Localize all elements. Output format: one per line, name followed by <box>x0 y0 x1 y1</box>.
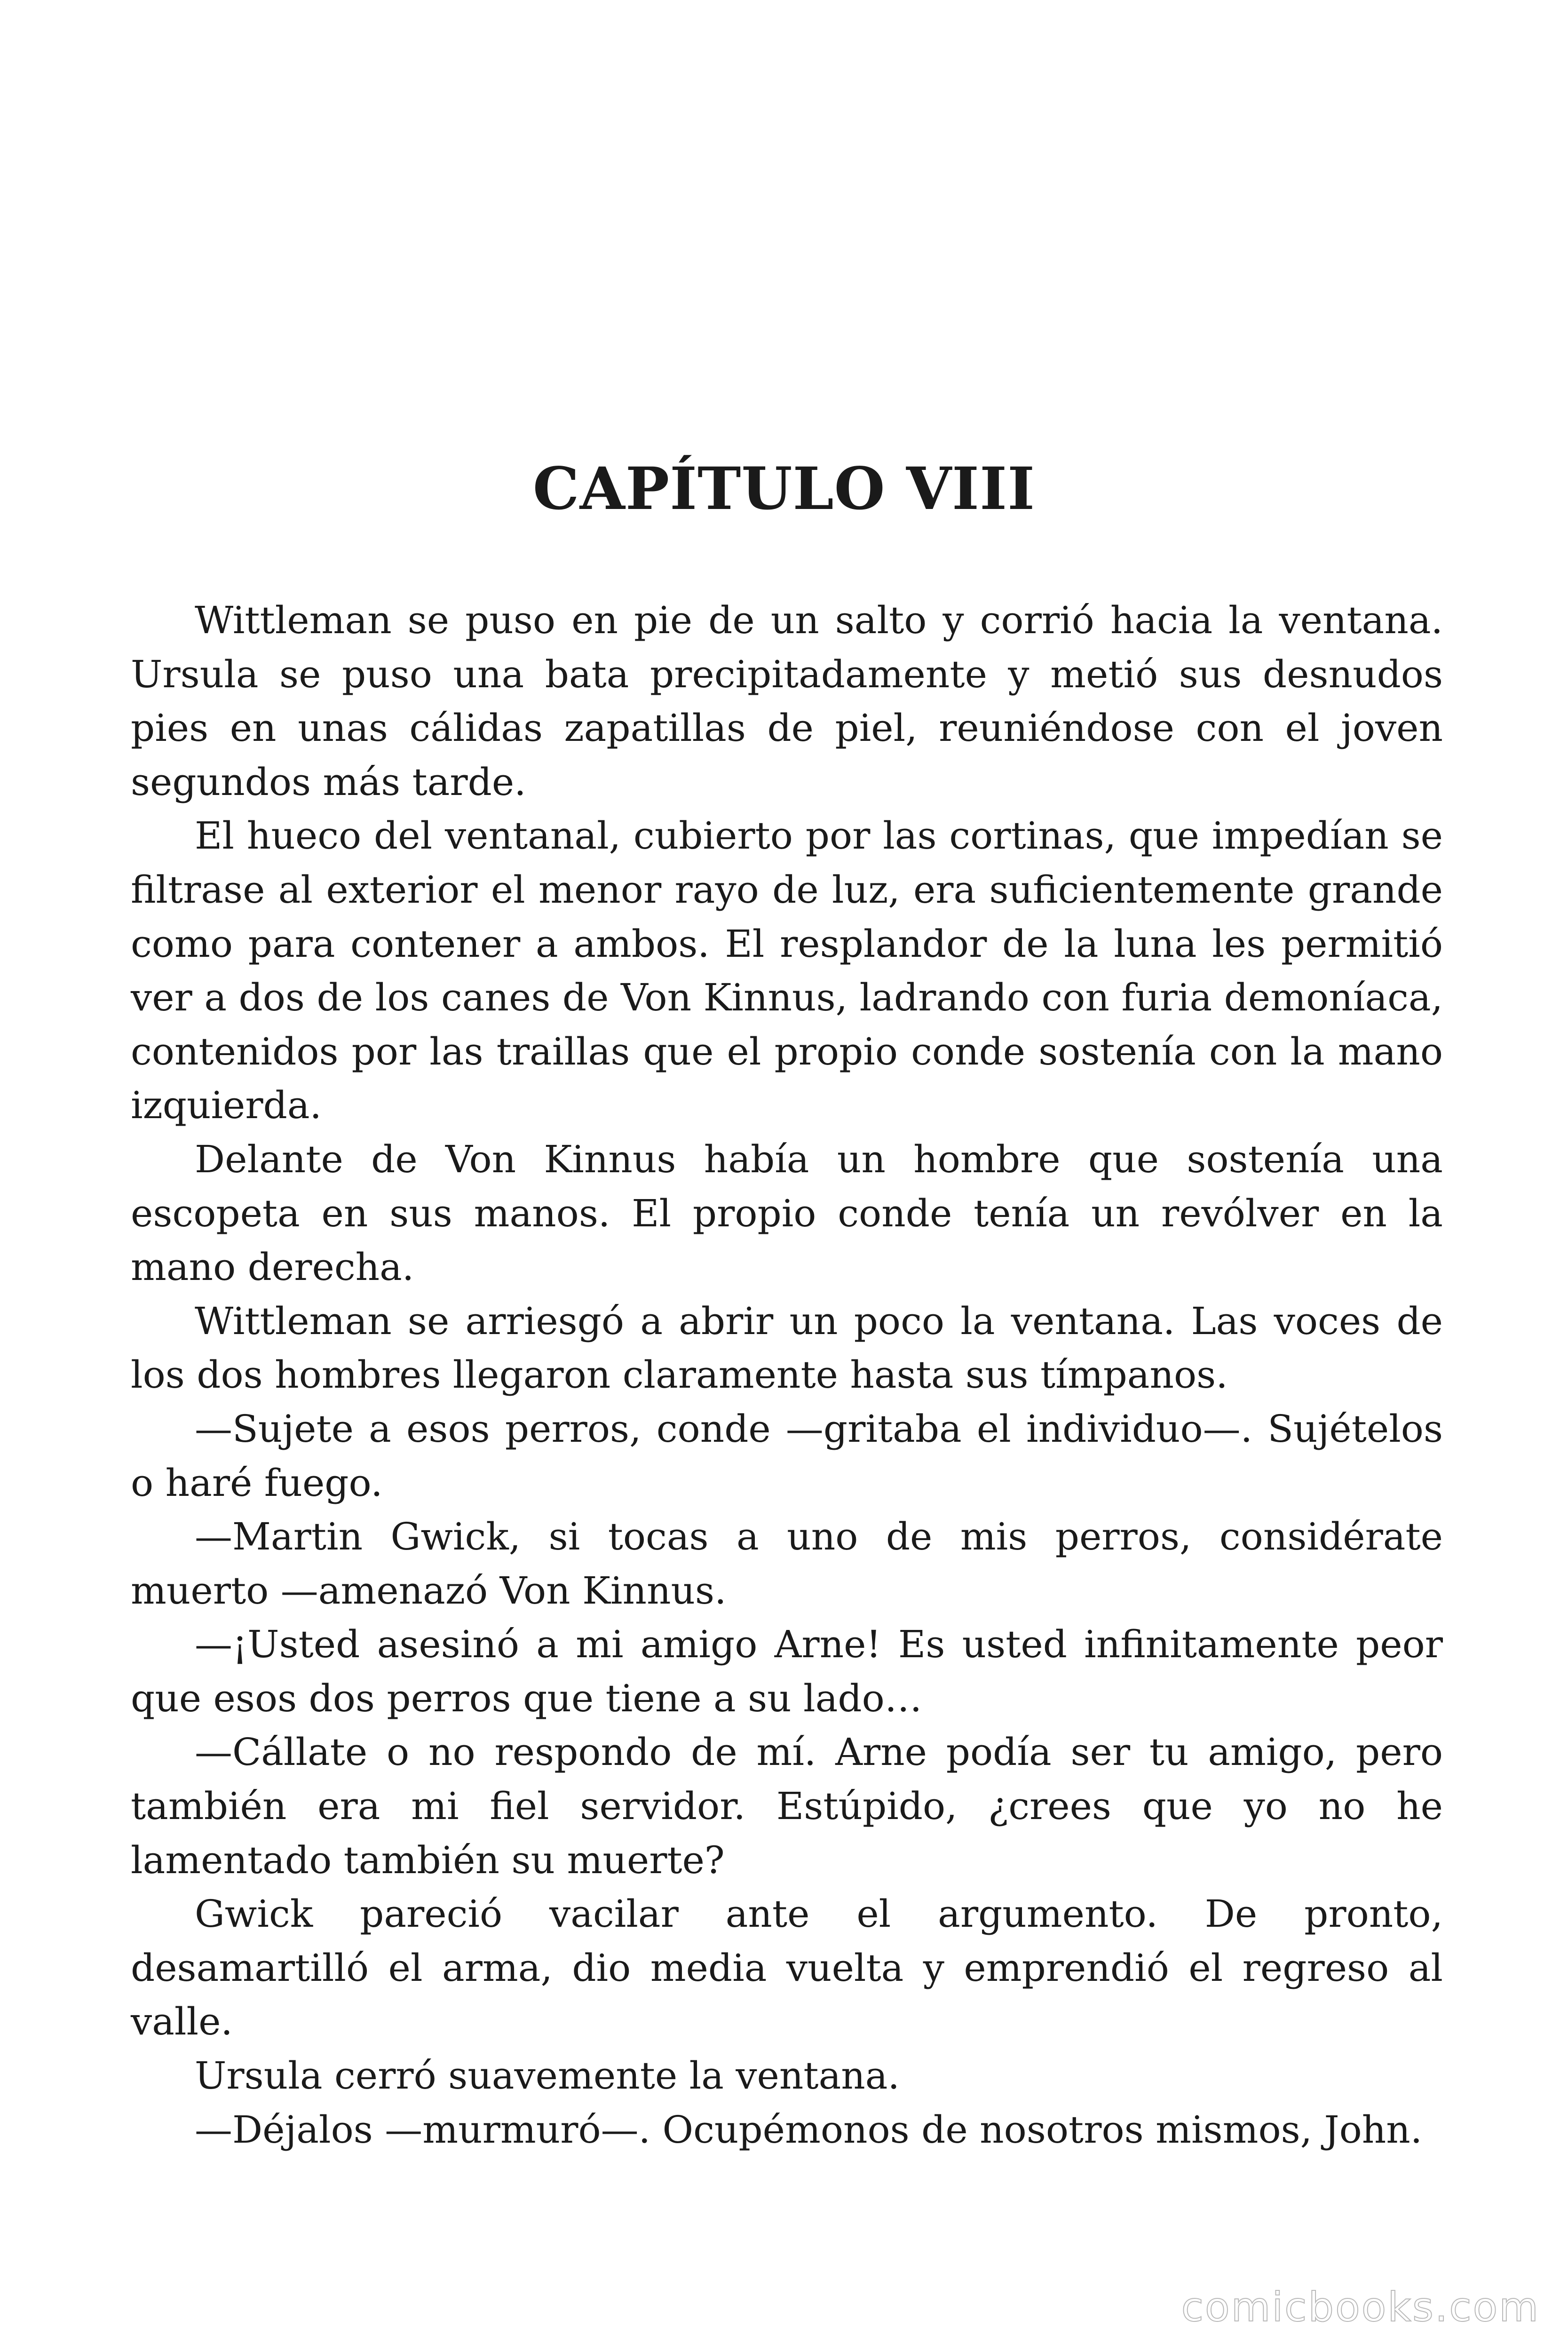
paragraph: Wittleman se arriesgó a abrir un poco la ventana. Las voces de los dos hombres llegaron claramente hasta sus tímpanos. <box>131 1299 1443 1397</box>
chapter-title: CAPÍTULO VIII <box>532 455 1036 523</box>
paragraph: —Cállate o no respondo de mí. Arne podía ser tu amigo, pero también era mi fiel servidor. Estúpido, ¿crees que yo no he lamentado también su muerte? <box>131 1730 1443 1882</box>
paragraph: Ursula cerró suavemente la ventana. <box>195 2054 900 2098</box>
paragraph: El hueco del ventanal, cubierto por las cortinas, que impedían se filtrase al exterior el menor rayo de luz, era suficientemente grande como para contener a ambos. El resplandor de la luna les permitió ver a dos de los canes de Von Kinnus, ladrando con furia demoníaca, contenidos por las traillas que el propio conde sostenía con la mano izquierda. <box>131 814 1443 1128</box>
chapter-body <box>131 594 1443 2157</box>
paragraph: —¡Usted asesinó a mi amigo Arne! Es usted infinitamente peor que esos dos perros que tiene a su lado… <box>131 1622 1443 1720</box>
paragraph: —Sujete a esos perros, conde —gritaba el individuo—. Sujételos o haré fuego. <box>131 1406 1443 1505</box>
paragraph: —Martin Gwick, si tocas a uno de mis perros, considérate muerto —amenazó Von Kinnus. <box>131 1515 1443 1613</box>
watermark: comicbooks.com <box>1181 2284 1540 2331</box>
paragraph: Delante de Von Kinnus había un hombre que sostenía una escopeta en sus manos. El propio conde tenía un revólver en la mano derecha. <box>131 1137 1443 1289</box>
paragraph: Gwick pareció vacilar ante el argumento. De pronto, desamartilló el arma, dio media vuelta y emprendió el regreso al valle. <box>131 1892 1443 2044</box>
paragraph: Wittleman se puso en pie de un salto y corrió hacia la ventana. Ursula se puso una bata precipitadamente y metió sus desnudos pies en unas cálidas zapatillas de piel, reuniéndose con el joven segundos más tarde. <box>131 598 1443 804</box>
paragraph: —Déjalos —murmuró—. Ocupémonos de nosotros mismos, John. <box>195 2107 1423 2152</box>
